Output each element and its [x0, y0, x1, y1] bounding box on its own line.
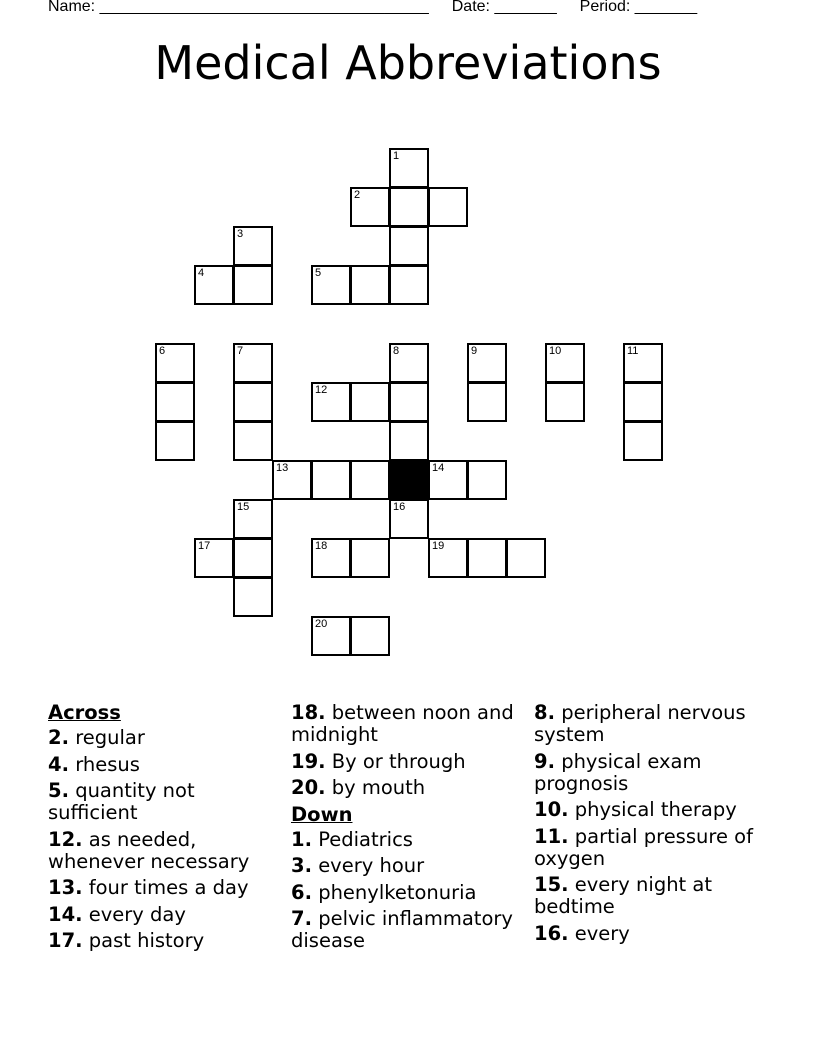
- clue-number: 6.: [291, 880, 312, 904]
- clue-text: every: [574, 921, 630, 945]
- clue-number: 10.: [534, 798, 569, 821]
- grid-cell[interactable]: [233, 499, 273, 539]
- grid-cell[interactable]: [350, 460, 390, 500]
- grid-cell[interactable]: [233, 382, 273, 422]
- clue-number: 12.: [48, 827, 83, 851]
- cell-number: 11: [627, 345, 639, 357]
- grid-cell[interactable]: [194, 538, 234, 578]
- clue-number: 5.: [48, 779, 69, 802]
- clue-column-3: [534, 702, 762, 949]
- grid-cell[interactable]: [155, 421, 195, 461]
- clue-text: every night at bedtime: [534, 873, 712, 918]
- clue-text: between noon and midnight: [291, 701, 514, 746]
- grid-cell[interactable]: [350, 187, 390, 227]
- clue-number: 3.: [291, 854, 312, 877]
- clue-number: 8.: [534, 701, 555, 724]
- grid-cell[interactable]: [389, 226, 429, 266]
- grid-cell[interactable]: [467, 460, 507, 500]
- clue-column-2: [291, 702, 519, 957]
- grid-cell[interactable]: [272, 460, 312, 500]
- clue-text: Pediatrics: [318, 827, 413, 851]
- clue-number: 13.: [48, 876, 83, 899]
- cell-number: 14: [432, 462, 445, 474]
- clue-item: [291, 855, 519, 877]
- grid-cell[interactable]: [311, 616, 351, 656]
- grid-cell[interactable]: [155, 343, 195, 383]
- grid-cell[interactable]: [389, 148, 429, 188]
- date-line[interactable]: _______: [494, 0, 557, 15]
- clue-number: 9.: [534, 749, 555, 773]
- period-label: Period:: [579, 0, 631, 15]
- grid-cell[interactable]: [350, 616, 390, 656]
- clue-number: 18.: [291, 701, 326, 724]
- cell-number: 3: [237, 228, 244, 240]
- grid-cell[interactable]: [350, 538, 390, 578]
- grid-cell[interactable]: [350, 265, 390, 305]
- grid-cell[interactable]: [467, 343, 507, 383]
- clue-item: [291, 908, 519, 952]
- grid-cell[interactable]: [155, 382, 195, 422]
- clue-text: every hour: [318, 854, 425, 877]
- clue-number: 17.: [48, 929, 83, 952]
- cell-number: 16: [393, 501, 406, 513]
- clue-item: [48, 829, 276, 873]
- clue-text: pelvic inflammatory disease: [291, 907, 513, 952]
- grid-cell[interactable]: [467, 382, 507, 422]
- clue-item: [48, 727, 276, 749]
- clue-text: as needed, whenever necessary: [48, 827, 250, 873]
- grid-cell[interactable]: [311, 538, 351, 578]
- name-line[interactable]: _____________________________________: [99, 0, 429, 15]
- cell-number: 18: [315, 540, 328, 552]
- clue-item: [534, 923, 762, 945]
- down-heading: Down: [291, 802, 353, 826]
- clue-text: by mouth: [331, 776, 426, 799]
- clue-text: phenylketonuria: [318, 880, 477, 904]
- grid-cell[interactable]: [623, 382, 663, 422]
- clue-item: [48, 754, 276, 776]
- cell-number: 9: [471, 345, 478, 357]
- clue-number: 16.: [534, 921, 569, 945]
- cell-number: 8: [393, 345, 400, 357]
- cell-number: 12: [315, 384, 328, 396]
- clue-item: [48, 904, 276, 926]
- grid-cell[interactable]: [233, 538, 273, 578]
- cell-number: 20: [315, 618, 328, 630]
- clue-number: 11.: [534, 824, 569, 848]
- clue-column-1: [48, 702, 276, 957]
- grid-cell[interactable]: [545, 343, 585, 383]
- grid-cell[interactable]: [194, 265, 234, 305]
- clue-text: regular: [75, 726, 145, 749]
- clue-number: 15.: [534, 873, 569, 896]
- cell-number: 4: [198, 267, 205, 279]
- clue-item: [534, 702, 762, 746]
- grid-cell[interactable]: [389, 421, 429, 461]
- grid-cell[interactable]: [623, 421, 663, 461]
- clue-item: [291, 882, 519, 904]
- clue-item: [534, 874, 762, 918]
- clue-item: [48, 780, 276, 824]
- cell-number: 13: [276, 462, 289, 474]
- grid-cell[interactable]: [389, 343, 429, 383]
- clue-number: 14.: [48, 902, 83, 926]
- grid-cell[interactable]: [311, 265, 351, 305]
- clue-text: partial pressure of oxygen: [534, 824, 753, 870]
- grid-cell[interactable]: [389, 187, 429, 227]
- cell-number: 6: [159, 345, 166, 357]
- clue-item: [534, 799, 762, 821]
- clue-number: 7.: [291, 907, 312, 930]
- grid-cell[interactable]: [389, 382, 429, 422]
- clue-text: every day: [88, 902, 186, 926]
- clue-item: [534, 826, 762, 870]
- cell-number: 7: [237, 345, 244, 357]
- cell-number: 19: [432, 540, 445, 552]
- clue-text: rhesus: [75, 752, 140, 776]
- clue-text: four times a day: [88, 876, 249, 899]
- grid-cell[interactable]: [233, 577, 273, 617]
- clue-number: 2.: [48, 726, 69, 749]
- grid-cell[interactable]: [428, 460, 468, 500]
- grid-cell[interactable]: [623, 343, 663, 383]
- clue-number: 4.: [48, 752, 69, 776]
- name-label: Name:: [48, 0, 96, 15]
- grid-cell[interactable]: [233, 226, 273, 266]
- clue-text: past history: [88, 929, 205, 952]
- clue-number: 20.: [291, 776, 326, 799]
- period-line[interactable]: _______: [634, 0, 698, 15]
- date-label: Date:: [451, 0, 490, 15]
- grid-cell[interactable]: [428, 187, 468, 227]
- grid-cell[interactable]: [428, 538, 468, 578]
- cell-number: 2: [354, 189, 361, 201]
- cell-number: 17: [198, 540, 211, 552]
- clue-item: [534, 751, 762, 795]
- clue-text: physical exam prognosis: [534, 749, 702, 795]
- grid-cell[interactable]: [545, 382, 585, 422]
- clue-item: [48, 877, 276, 899]
- grid-cell[interactable]: [506, 538, 546, 578]
- grid-cell[interactable]: [389, 499, 429, 539]
- grid-cell[interactable]: [467, 538, 507, 578]
- clue-text: physical therapy: [574, 798, 737, 821]
- cell-number: 10: [549, 345, 562, 357]
- grid-cell[interactable]: [311, 382, 351, 422]
- grid-cell[interactable]: [233, 343, 273, 383]
- clue-number: 1.: [291, 827, 312, 851]
- grid-cell[interactable]: [233, 421, 273, 461]
- cell-number: 1: [393, 150, 400, 162]
- clue-item: [291, 702, 519, 746]
- clue-number: 19.: [291, 749, 326, 773]
- clue-item: [48, 930, 276, 952]
- clue-text: quantity not sufficient: [48, 779, 195, 824]
- cell-number: 15: [237, 501, 250, 513]
- clue-item: [291, 751, 519, 773]
- clue-text: By or through: [331, 749, 466, 773]
- grid-cell-black: [389, 460, 429, 500]
- clue-item: [291, 777, 519, 799]
- clue-item: [291, 829, 519, 851]
- grid-cell[interactable]: [233, 265, 273, 305]
- page-title: Medical Abbreviations: [154, 36, 662, 90]
- grid-cell[interactable]: [311, 460, 351, 500]
- grid-cell[interactable]: [389, 265, 429, 305]
- cell-number: 5: [315, 267, 322, 279]
- across-heading: Across: [48, 701, 121, 724]
- grid-cell[interactable]: [350, 382, 390, 422]
- clue-text: peripheral nervous system: [534, 701, 746, 746]
